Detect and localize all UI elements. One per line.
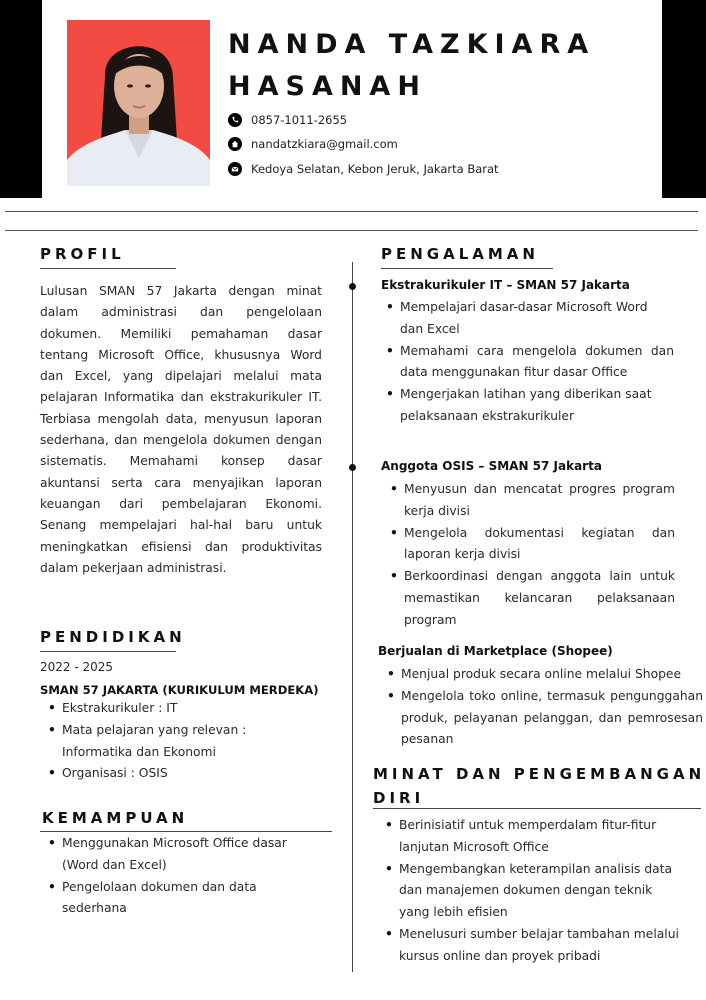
contact-address <box>228 162 499 176</box>
minat-heading <box>373 762 705 810</box>
header-left-bar <box>0 0 42 198</box>
job-2-list <box>386 479 675 632</box>
pengalaman-rule <box>381 268 553 269</box>
name-line-2: HASANAH <box>228 71 427 102</box>
contact-phone <box>228 113 347 127</box>
profile-photo <box>67 20 210 186</box>
timeline-dot-1 <box>349 283 356 290</box>
education-school: SMAN 57 JAKARTA (KURIKULUM MERDEKA) <box>40 683 319 697</box>
timeline-line <box>352 262 353 972</box>
job-title-3: Berjualan di Marketplace (Shopee) <box>378 644 613 658</box>
profil-rule <box>40 268 176 269</box>
pendidikan-rule <box>40 651 176 652</box>
candidate-name <box>228 24 595 108</box>
home-icon <box>228 137 242 151</box>
pendidikan-heading: PENDIDIKAN <box>40 628 186 646</box>
list-item: • Menyusun dan mencatat progres program kerja divisi <box>386 479 675 523</box>
list-item: • Menggunakan Microsoft Office dasar (Word dan Excel) <box>44 833 312 877</box>
list-item: • Mata pelajaran yang relevan : Informatika dan Ekonomi <box>44 720 304 764</box>
minat-rule <box>373 808 701 809</box>
address-text: Kedoya Selatan, Kebon Jeruk, Jakarta Barat <box>251 162 499 176</box>
mail-icon <box>228 162 242 176</box>
list-item: • Mengerjakan latihan yang diberikan saat pelaksanaan ekstrakurikuler <box>382 384 674 428</box>
list-item: • Ekstrakurikuler : IT <box>44 698 304 720</box>
header-divider-top <box>5 211 698 212</box>
list-item: • Mengembangkan keterampilan analisis data dan manajemen dokumen dengan teknik yang lebih efisien <box>381 859 681 924</box>
list-item: • Mempelajari dasar-dasar Microsoft Word dan Excel <box>382 297 674 341</box>
list-item: • Pengelolaan dokumen dan data sederhana <box>44 877 312 921</box>
education-list <box>44 698 304 785</box>
phone-text: 0857-1011-2655 <box>251 113 348 127</box>
list-item: • Menelusuri sumber belajar tambahan melalui kursus online dan proyek pribadi <box>381 924 681 968</box>
minat-heading-line-2: DIRI <box>373 789 425 807</box>
list-item: • Berinisiatif untuk memperdalam fitur-fitur lanjutan Microsoft Office <box>381 815 681 859</box>
kemampuan-rule <box>40 831 332 832</box>
job-title-1: Ekstrakurikuler IT – SMAN 57 Jakarta <box>381 278 630 292</box>
kemampuan-heading: KEMAMPUAN <box>42 809 189 827</box>
skills-list <box>44 833 312 920</box>
list-item: • Mengelola toko online, termasuk pengunggahan produk, pelayanan pelanggan, dan pemrosesan pesanan <box>383 686 703 751</box>
name-line-1: NANDA TAZKIARA <box>228 29 596 60</box>
list-item: • Mengelola dokumentasi kegiatan dan laporan kerja divisi <box>386 523 675 567</box>
header-divider-bottom <box>5 230 698 231</box>
job-title-2: Anggota OSIS – SMAN 57 Jakarta <box>381 459 602 473</box>
email-text: nandatzkiara@gmail.com <box>251 137 398 151</box>
pengalaman-heading: PENGALAMAN <box>381 245 539 263</box>
list-item: • Menjual produk secara online melalui Shopee <box>383 664 703 686</box>
list-item: • Organisasi : OSIS <box>44 763 304 785</box>
contact-email <box>228 137 398 151</box>
education-period: 2022 - 2025 <box>40 660 114 674</box>
timeline-dot-2 <box>349 464 356 471</box>
interests-list <box>381 815 681 968</box>
phone-icon <box>228 113 242 127</box>
list-item: • Berkoordinasi dengan anggota lain untuk memastikan kelancaran pelaksanaan program <box>386 566 675 631</box>
job-3-list <box>383 664 703 751</box>
list-item: • Memahami cara mengelola dokumen dan data menggunakan fitur dasar Office <box>382 341 674 385</box>
header-right-bar <box>662 0 706 198</box>
minat-heading-line-1: MINAT DAN PENGEMBANGAN <box>373 765 706 783</box>
profil-text: Lulusan SMAN 57 Jakarta dengan minat dalam administrasi dan pengelolaan dokumen. Memiliki pemahaman dasar tentang Microsoft Office, khususnya Word dan Excel, yang dipelajari melalui mata pelajaran Informatika dan ekstrakurikuler IT. Terbiasa mengolah data, menyusun laporan sederhana, dan mengelola dokumen dengan sistematis. Memahami konsep dasar akuntansi serta cara menyajikan laporan keuangan dari pembelajaran Ekonomi. Senang mempelajari hal-hal baru untuk meningkatkan efisiensi dan produktivitas dalam pekerjaan administrasi. <box>40 284 322 575</box>
profil-heading: PROFIL <box>40 245 125 263</box>
job-1-list <box>382 297 674 428</box>
